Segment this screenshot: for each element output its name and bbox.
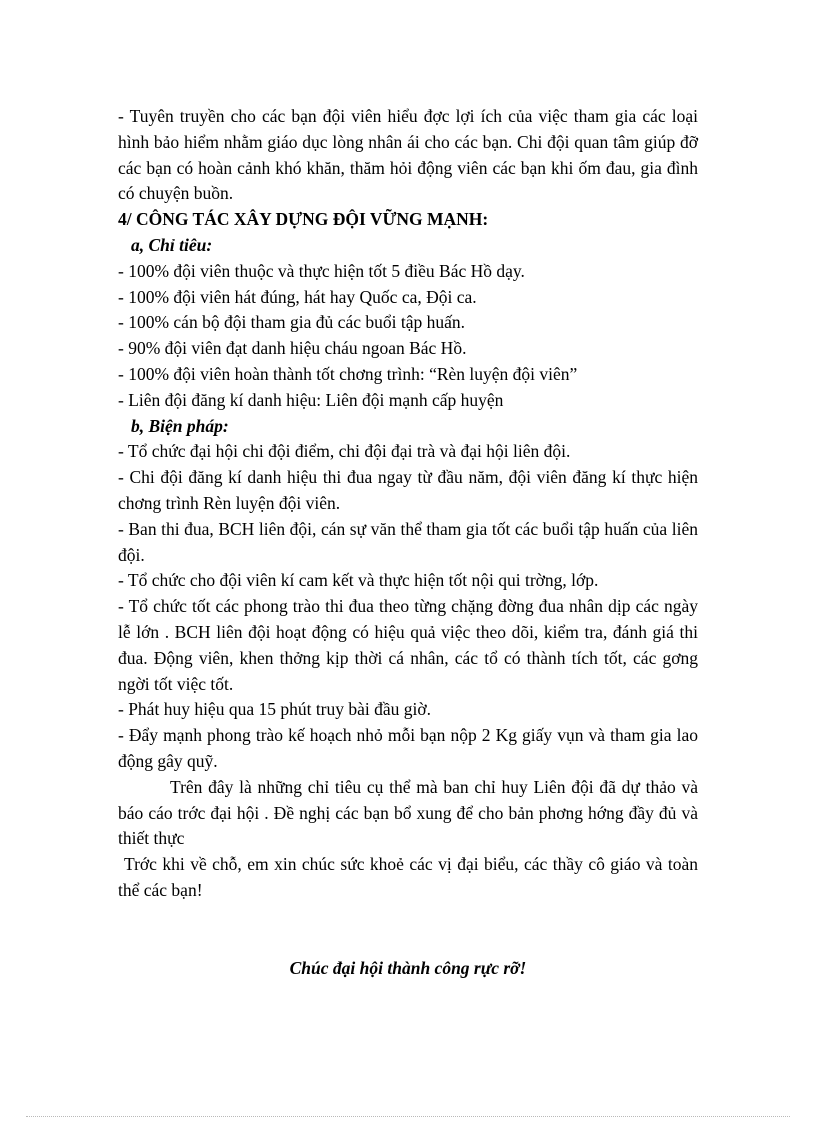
- section-heading: 4/ CÔNG TÁC XÂY DỰNG ĐỘI VỮNG MẠNH:: [118, 209, 489, 230]
- page-bottom-divider: [26, 1116, 790, 1117]
- measure-item: - Ban thi đua, BCH liên đội, cán sự văn thể tham gia tốt các buổi tập huấn của liên đội.: [118, 518, 698, 565]
- target-item: - 100% cán bộ đội tham gia đủ các buổi tập huấn.: [118, 312, 465, 333]
- measure-item: - Đẩy mạnh phong trào kế hoạch nhỏ mỗi bạn nộp 2 Kg giấy vụn và tham gia lao động gây quỹ.: [118, 725, 698, 771]
- wish-paragraph: Trớc khi về chỗ, em xin chúc sức khoẻ các vị đại biểu, các thầy cô giáo và toàn thể các bạn!: [118, 854, 698, 900]
- target-item: - 100% đội viên thuộc và thực hiện tốt 5 điều Bác Hồ dạy.: [118, 260, 525, 281]
- measures-list: [118, 439, 698, 774]
- conclusion-paragraph: Trên đây là những chỉ tiêu cụ thể mà ban chỉ huy Liên đội đã dự thảo và báo cáo trớc đại hội . Đề nghị các bạn bổ xung để cho bản phơng hớng đầy đủ và thiết thực: [118, 776, 698, 849]
- closing-line: Chúc đại hội thành công rực rỡ!: [289, 957, 527, 978]
- target-item: - 90% đội viên đạt danh hiệu cháu ngoan Bác Hồ.: [118, 338, 467, 359]
- target-item: - Liên đội đăng kí danh hiệu: Liên đội mạnh cấp huyện: [118, 389, 504, 410]
- targets-heading: a, Chỉ tiêu:: [131, 234, 213, 255]
- measures-heading: b, Biện pháp:: [131, 415, 229, 436]
- measure-item: - Chi đội đăng kí danh hiệu thi đua ngay từ đầu năm, đội viên đăng kí thực hiện chơng trình Rèn luyện đội viên.: [118, 467, 698, 513]
- measure-item: - Tổ chức tốt các phong trào thi đua theo từng chặng đờng đua nhân dịp các ngày lễ lớn . BCH liên đội hoạt động có hiệu quả việc theo dõi, kiểm tra, đánh giá thi đua. Động viên, khen thởng kịp thời cá nhân, các tổ có thành tích tốt, các gơng ngời tốt việc tốt.: [118, 596, 698, 694]
- measure-item: - Tổ chức đại hội chi đội điểm, chi đội đại trà và đại hội liên đội.: [118, 441, 571, 462]
- measure-item: - Tổ chức cho đội viên kí cam kết và thực hiện tốt nội qui trờng, lớp.: [118, 570, 599, 591]
- intro-paragraph: - Tuyên truyền cho các bạn đội viên hiểu đợc lợi ích của việc tham gia các loại hình bảo hiểm nhằm giáo dục lòng nhân ái cho các bạn. Chi đội quan tâm giúp đỡ các bạn có hoàn cảnh khó khăn, thăm hỏi động viên các bạn khi ốm đau, gia đình có chuyện buồn.: [118, 106, 698, 204]
- measure-item: - Phát huy hiệu qua 15 phút truy bài đầu giờ.: [118, 699, 432, 720]
- document-page: [118, 104, 698, 982]
- target-item: - 100% đội viên hoàn thành tốt chơng trình: “Rèn luyện đội viên”: [118, 363, 578, 384]
- targets-list: [118, 259, 698, 414]
- target-item: - 100% đội viên hát đúng, hát hay Quốc ca, Đội ca.: [118, 286, 477, 307]
